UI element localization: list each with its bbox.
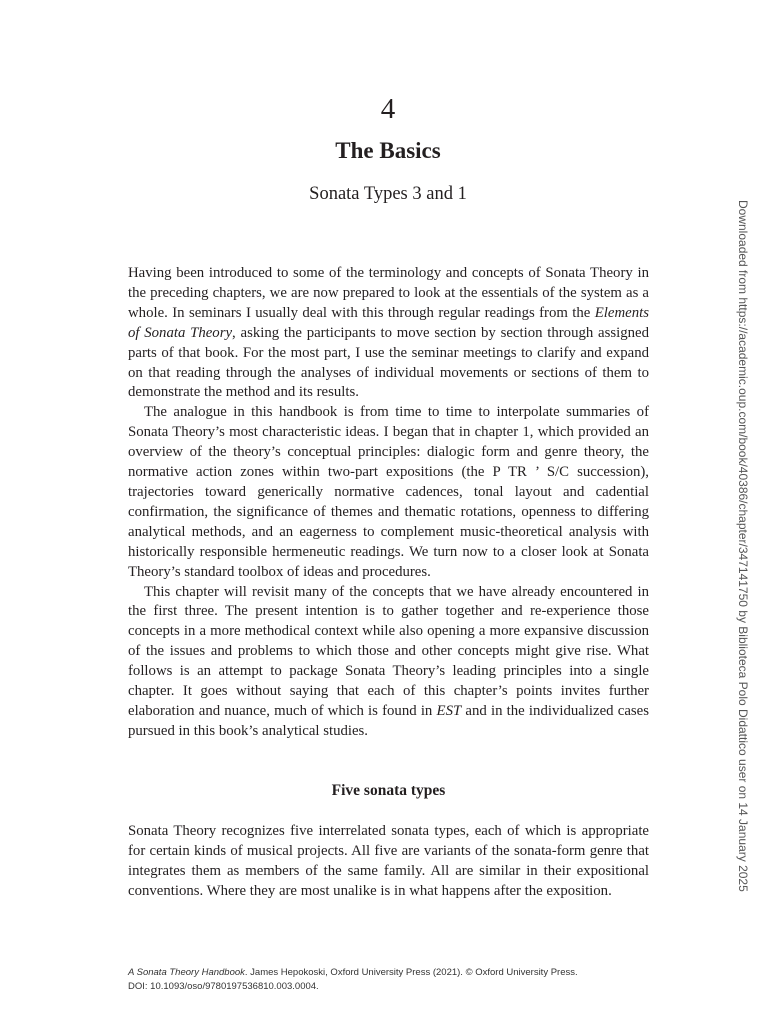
paragraph-2-text: The analogue in this handbook is from time to time to interpolate summaries of Sonata Theory’s most characteristic ideas. I began that in chapter 1, which provided an overview of the theory’s conceptual principles: dialogic form and genre theory, the normative action zones within two-part expositions (the P TR ’ S/C succession), trajectories toward generically normative cadences, tonal layout and cadential confirmation, the significance of themes and thematic rotations, openness to differing analytical methods, and an eagerness to complement music-theoretical analysis with historically responsible hermeneutic readings. We turn now to a closer look at Sonata Theory’s standard toolbox of ideas and procedures. [128, 404, 649, 580]
footer-citation: . James Hepokoski, Oxford University Press (2021). © Oxford University Press. [244, 967, 578, 978]
chapter-number: 4 [380, 93, 396, 125]
section-body [128, 822, 649, 902]
chapter-subtitle: Sonata Types 3 and 1 [309, 184, 467, 204]
paragraph-1 [128, 264, 649, 403]
download-watermark-text: Downloaded from https://academic.oup.com/book/40386/chapter/347141750 by Biblioteca Polo Didattico user on 14 January 2025 [736, 200, 750, 892]
download-watermark [734, 200, 754, 892]
paragraph-3 [128, 583, 649, 742]
chapter-body [128, 264, 649, 742]
citation-line [128, 966, 688, 980]
paragraph-1-text-cont: , asking the participants to move section by section through assigned parts of that book. For the most part, I use the seminar meetings to clarify and expand on that reading through the analyses of individual movements or sections of them to demonstrate the method and its results. [128, 324, 649, 401]
section-paragraph: Sonata Theory recognizes five interrelated sonata types, each of which is appropriate for certain kinds of musical projects. All five are variants of the sonata-form genre that integrates them as members of the same family. All are similar in their expositional conventions. Where they are most unalike is in what happens after the exposition. [128, 823, 649, 899]
chapter-title: The Basics [335, 138, 441, 163]
paragraph-1-text: Having been introduced to some of the terminology and concepts of Sonata Theory in the preceding chapters, we are now prepared to look at the essentials of the system as a whole. In seminars I usually deal with this through regular readings from the [128, 265, 649, 321]
est-abbreviation: EST [436, 702, 462, 719]
page-footer [128, 966, 688, 994]
paragraph-2 [128, 403, 649, 582]
paragraph-3-text: This chapter will revisit many of the concepts that we have already encountered in the first three. The present intention is to gather together and re-experience those concepts in a more methodical context while also opening a more expansive discussion of the issues and problems to which those and other concepts might give rise. What follows is an attempt to package Sonata Theory’s leading principles into a single chapter. It goes without saying that each of this chapter’s points invites further elaboration and nuance, much of which is found in [128, 583, 649, 719]
section-heading: Five sonata types [331, 782, 446, 799]
paragraph-3-text-cont: and in the individualized cases pursued in this book’s analytical studies. [128, 702, 649, 739]
footer-book-title: A Sonata Theory Handbook [128, 967, 245, 978]
footer-doi: DOI: 10.1093/oso/9780197536810.003.0004. [128, 981, 319, 992]
book-title-reference: Elements of Sonata Theory [128, 304, 649, 341]
